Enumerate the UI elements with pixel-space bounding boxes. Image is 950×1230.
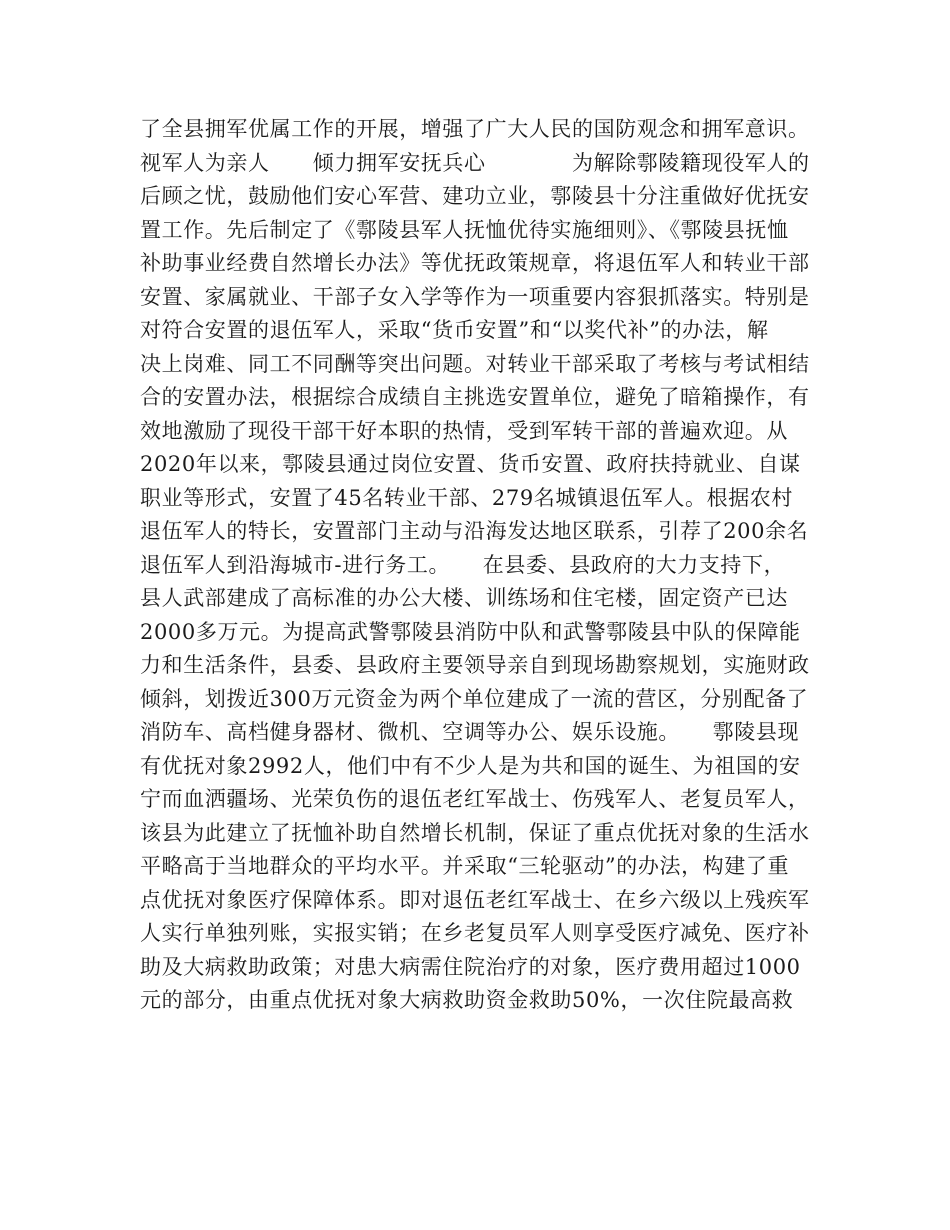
text-line: 退伍军人的特长，安置部门主动与沿海发达地区联系，引荐了200余名 (140, 519, 809, 543)
text-line: 退伍军人到沿海城市-进行务工。 在县委、县政府的大力支持下， (140, 552, 786, 577)
text-line: 合的安置办法，根据综合成绩自主挑选安置单位，避免了暗箱操作，有 (140, 385, 810, 409)
text-line: 置工作。先后制定了《鄠陵县军人抚恤优待实施细则》、《鄠陵县抚恤 (140, 217, 789, 242)
text-line: 补助事业经费自然增长办法》等优抚政策规章，将退伍军人和转业干部 (140, 251, 810, 275)
text-line: 人实行单独列账，实报实销；在乡老复员军人则享受医疗减免、医疗补 (140, 921, 810, 945)
text-line: 了全县拥军优属工作的开展，增强了广大人民的国防观念和拥军意识。 (140, 117, 810, 141)
text-line: 安置、家属就业、干部子女入学等作为一项重要内容狠抓落实。特别是 (140, 284, 810, 309)
text-line: 2000多万元。为提高武警鄠陵县消防中队和武警鄠陵县中队的保障能 (140, 619, 801, 644)
text-line: 职业等形式，安置了45名转业干部、279名城镇退伍军人。根据农村 (140, 485, 794, 510)
text-line: 宁而血洒疆场、光荣负伤的退伍老红军战士、伤残军人、老复员军人， (140, 787, 810, 811)
body-text (140, 113, 820, 1018)
text-line: 元的部分，由重点优抚对象大病救助资金救助50%，一次住院最高救 (140, 988, 794, 1012)
text-line: 县人武部建成了高标准的办公大楼、训练场和住宅楼，固定资产已达 (140, 586, 788, 610)
text-line: 2020年以来，鄠陵县通过岗位安置、货币安置、政府扶持就业、自谋 (140, 452, 801, 476)
text-line: 消防车、高档健身器材、微机、空调等办公、娱乐设施。 鄠陵县现 (140, 720, 800, 744)
text-line: 后顾之忧，鼓励他们安心军营、建功立业，鄠陵县十分注重做好优抚安 (140, 184, 810, 208)
text-line: 该县为此建立了抚恤补助自然增长机制，保证了重点优抚对象的生活水 (140, 820, 810, 845)
text-line: 平略高于当地群众的平均水平。并采取“三轮驱动”的办法，构建了重 (140, 854, 790, 878)
text-line: 决上岗难、同工不同酬等突出问题。对转业干部采取了考核与考试相结 (140, 351, 810, 376)
text-line: 点优抚对象医疗保障体系。即对退伍老红军战士、在乡六级以上残疾军 (140, 887, 810, 912)
text-line: 视军人为亲人 倾力拥军安抚兵心 为解除鄠陵籍现役军人的 (140, 150, 810, 175)
text-line: 有优抚对象2992人，他们中有不少人是为共和国的诞生、为祖国的安 (140, 753, 801, 778)
text-line: 效地激励了现役干部干好本职的热情，受到军转干部的普遍欢迎。从 (140, 418, 788, 443)
text-line: 对符合安置的退伍军人，采取“货币安置”和“以奖代补”的办法，解 (140, 318, 769, 342)
text-line: 倾斜，划拨近300万元资金为两个单位建成了一流的营区，分别配备了 (140, 686, 809, 711)
text-line: 力和生活条件，县委、县政府主要领导亲自到现场勘察规划，实施财政 (140, 653, 810, 677)
text-line: 助及大病救助政策；对患大病需住院治疗的对象，医疗费用超过1000 (140, 954, 801, 979)
